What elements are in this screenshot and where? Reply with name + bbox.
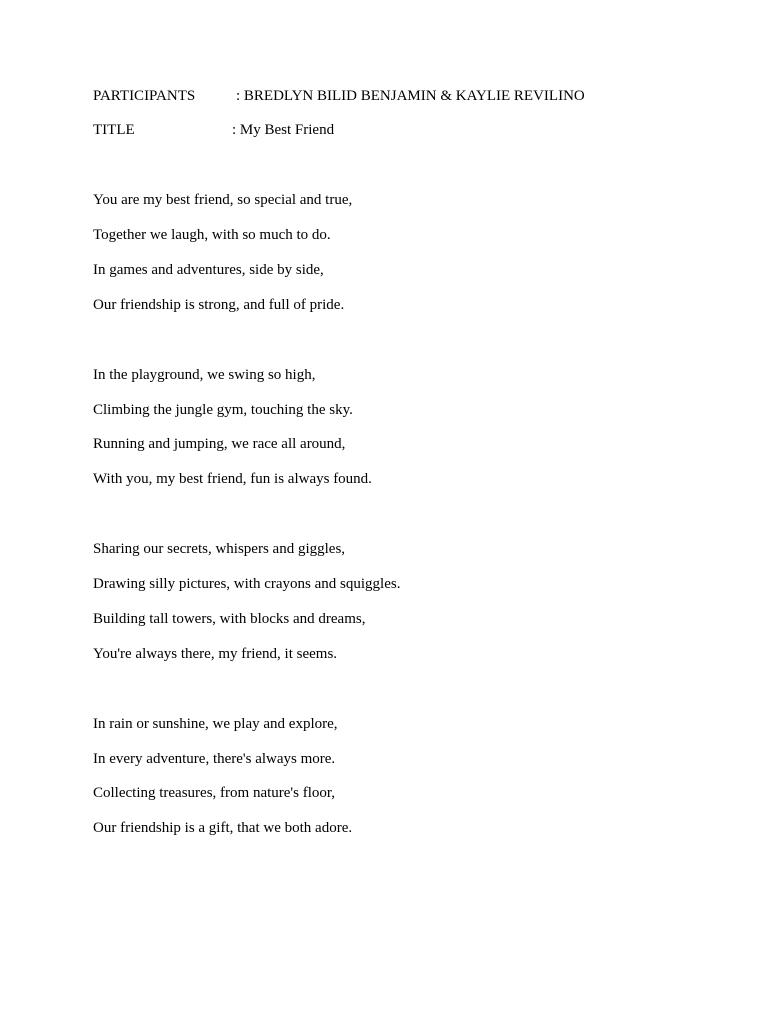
poem-line: Drawing silly pictures, with crayons and squiggles. xyxy=(93,576,401,592)
poem-line: In every adventure, there's always more. xyxy=(93,751,336,767)
participants-label: PARTICIPANTS xyxy=(93,88,196,104)
poem-line: Running and jumping, we race all around, xyxy=(93,436,346,452)
poem-line: Climbing the jungle gym, touching the sky. xyxy=(93,402,353,418)
participants-value: : BREDLYN BILID BENJAMIN & KAYLIE REVILINO xyxy=(236,88,585,104)
poem-line: Collecting treasures, from nature's floor, xyxy=(93,785,336,801)
poem-line: Together we laugh, with so much to do. xyxy=(93,227,331,243)
poem-title: : My Best Friend xyxy=(232,122,335,138)
poem-line: Building tall towers, with blocks and dreams, xyxy=(93,611,366,627)
poem-line: You are my best friend, so special and true, xyxy=(93,192,353,208)
title-label: TITLE xyxy=(93,122,135,138)
poem-line: Our friendship is strong, and full of pride. xyxy=(93,297,345,313)
poem-line: Our friendship is a gift, that we both adore. xyxy=(93,820,353,836)
poem-line: You're always there, my friend, it seems. xyxy=(93,646,338,662)
poem-line: In the playground, we swing so high, xyxy=(93,367,316,383)
poem-line: In rain or sunshine, we play and explore, xyxy=(93,716,338,732)
poem-line: With you, my best friend, fun is always found. xyxy=(93,471,372,487)
poem-line: Sharing our secrets, whispers and giggles, xyxy=(93,541,346,557)
poem-line: In games and adventures, side by side, xyxy=(93,262,324,278)
